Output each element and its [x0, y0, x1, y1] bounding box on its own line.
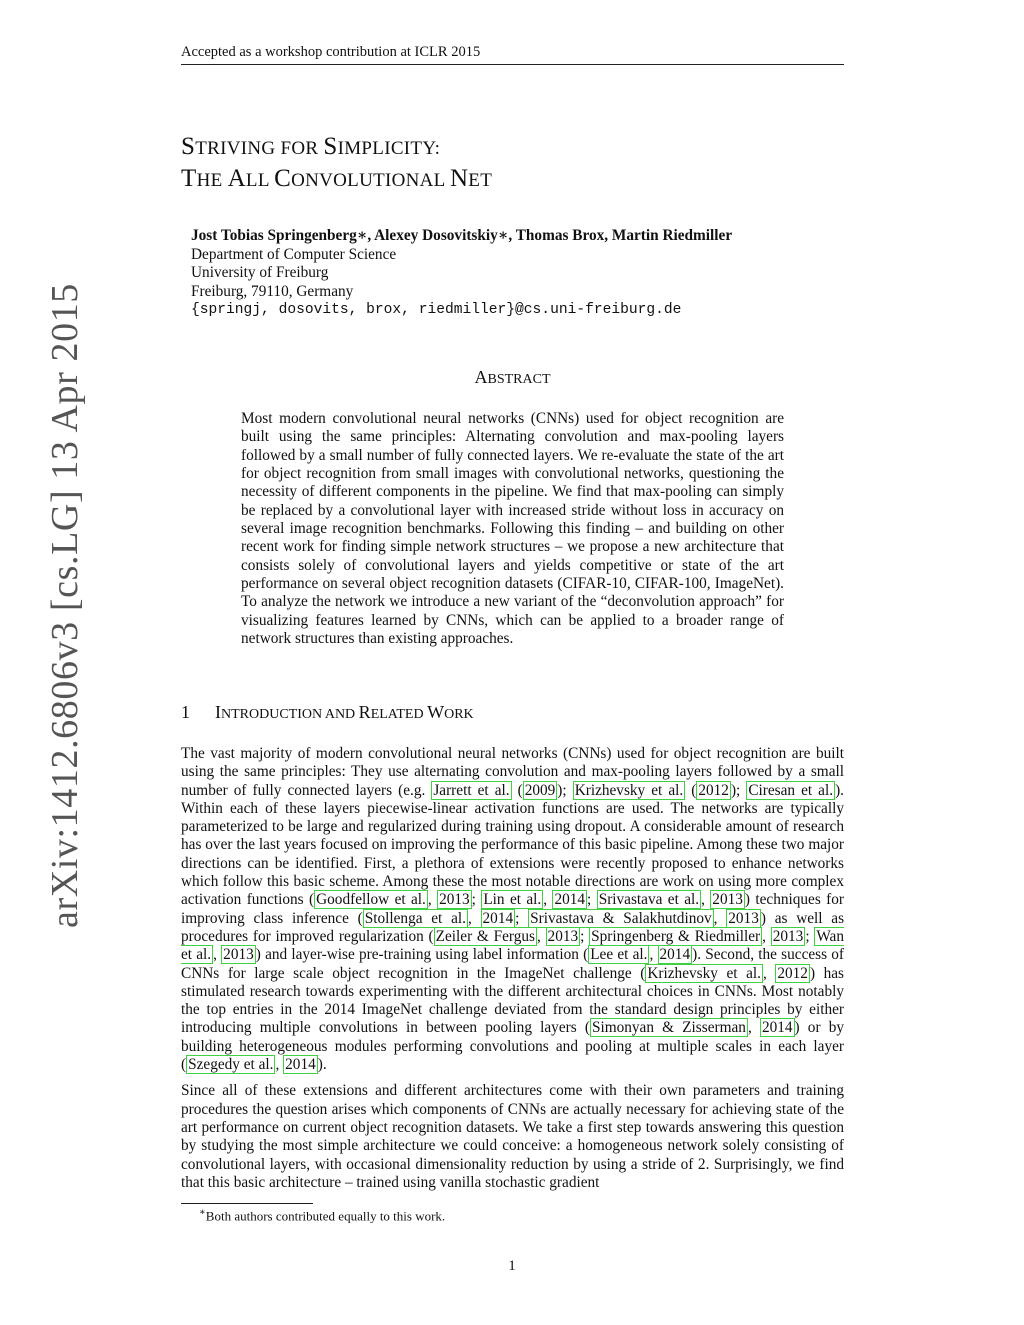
- citation-link[interactable]: Simonyan & Zisserman: [591, 1019, 746, 1037]
- page-number: 1: [508, 1258, 516, 1274]
- abstract-text: Most modern convolutional neural networks (CNNs) used for object recognition are built using the same principles: Alternating convolution and max-pooling layers followed by a small number of fully connected layers. We re-evaluate the state of the art for object recognition from small images with convolutional networks, questioning the necessity of different components in the pipeline. We find that max-pooling can simply be replaced by a convolutional layer with increased stride without loss in accuracy on several image recognition benchmarks. Following this finding – and building on other recent work for finding simple network structures – we propose a new architecture that consists solely of convolutional layers and yields competitive or state of the art performance on several object recognition datasets (CIFAR-10, CIFAR-100, ImageNet). To analyze the network we introduce a new variant of the “deconvolution approach” for visualizing features learned by CNNs, which can be applied to a broader range of network structures than existing approaches.: [241, 410, 784, 648]
- author-department: Department of Computer Science: [191, 245, 397, 263]
- citation-link[interactable]: 2014: [285, 1056, 316, 1074]
- citation-link[interactable]: 2014: [761, 1019, 793, 1037]
- paragraph-1: The vast majority of modern convolutional neural networks (CNNs) used for object recognition are built using the same principles: They use alternating convolution and max-pooling layers followed by a small number of fully connected layers (e.g. Jarrett et al. ( 2009 ); Krizhevsky et al. ( 2012 ); Ciresan et al. ). Within each of these layers piecewise-linear activation functions are used. The networks are typically parameterized to be large and regularized during training using dropout. A considerable amount of research has over the last years focused on improving the performance of this basic pipeline. Among these two major directions can be identified. First, a plethora of extensions were recently proposed to enhance networks which follow this basic scheme. Among these the most notable directions are work on using more complex activation functions ( Goodfellow et al. , 2013 ; Lin et al. , 2014 ; Srivastava et al. , 2013 ) techniques for improving class inference ( Stollenga et al. , 2014 ; Srivastava & Salakhutdinov , 2013 ) as well as procedures for improved regularization ( Zeiler & Fergus , 2013 ; Springenberg & Riedmiller , 2013 ; Wan et al. , 2013 ) and layer-wise pre-training using label information ( Lee et al. , 2014 ). Second, the success of CNNs for large scale object recognition in the ImageNet challenge ( Krizhevsky et al. , 2012 ) has stimulated research towards experimenting with the different architectural choices in CNNs. Most notably the top entries in the 2014 ImageNet challenge deviated from the standard design principles by either introducing multiple convolutions in between pooling layers ( Simonyan & Zisserman , 2014 ) or by building heterogeneous modules performing convolutions and pooling at multiple scales in each layer ( Szegedy et al. , 2014 ).: [181, 745, 845, 1074]
- arxiv-stamp: arXiv:1412.6806v3 [cs.LG] 13 Apr 2015: [44, 283, 86, 928]
- author-university: University of Freiburg: [191, 264, 329, 282]
- citation-link[interactable]: 2012: [777, 964, 808, 982]
- citation-link[interactable]: Lee et al.: [590, 946, 648, 964]
- citation-link[interactable]: Springenberg & Riedmiller: [591, 927, 761, 945]
- citation-link[interactable]: 2013: [439, 891, 470, 909]
- citation-link[interactable]: Ciresan et al.: [748, 781, 834, 799]
- citation-link[interactable]: Lin et al.: [483, 891, 542, 909]
- citation-link[interactable]: Krizhevsky et al.: [574, 781, 684, 799]
- citation-link[interactable]: 2014: [659, 946, 691, 964]
- citation-link[interactable]: Krizhevsky et al.: [647, 964, 761, 982]
- citation-link[interactable]: 2013: [223, 946, 254, 964]
- title-line-1: STRIVING FOR SIMPLICITY:: [181, 133, 441, 160]
- citation-link[interactable]: 2013: [712, 891, 743, 909]
- citation-link[interactable]: Szegedy et al.: [188, 1056, 274, 1074]
- citation-link[interactable]: 2013: [547, 927, 579, 945]
- citation-link[interactable]: Wan et al.: [181, 927, 844, 964]
- author-block: [191, 227, 732, 320]
- footnote-rule: [181, 1203, 313, 1204]
- author-emails: {springj, dosovits, brox, riedmiller}@cs.uni-freiburg.de: [191, 302, 682, 319]
- citation-link[interactable]: 2013: [728, 909, 759, 927]
- citation-link[interactable]: 2012: [698, 781, 729, 799]
- citation-link[interactable]: 2013: [772, 927, 804, 945]
- paper-title: [181, 132, 492, 196]
- paragraph-2: Since all of these extensions and different architectures come with their own parameters and training procedures the question arises which components of CNNs are actually necessary for achieving state of the art performance on current object recognition datasets. We take a first step towards answering this question by studying the most simple architecture we could conceive: a homogeneous network solely consisting of convolutional layers, with occasional dimensionality reduction by using a stride of 2. Surprisingly, we find that this basic architecture – trained using vanilla stochastic gradient: [181, 1082, 844, 1191]
- citation-link[interactable]: Goodfellow et al.: [316, 891, 426, 909]
- abstract-heading: ABSTRACT: [474, 367, 551, 387]
- citation-link[interactable]: Zeiler & Fergus: [435, 927, 535, 945]
- section-heading: 1 INTRODUCTION AND RELATED WORK: [181, 702, 474, 722]
- citation-link[interactable]: 2014: [482, 909, 514, 927]
- author-names: Jost Tobias Springenberg∗, Alexey Dosovitskiy∗, Thomas Brox, Martin Riedmiller: [191, 227, 733, 244]
- author-city: Freiburg, 79110, Germany: [191, 282, 354, 300]
- citation-link[interactable]: Jarrett et al.: [433, 781, 510, 799]
- citation-link[interactable]: Srivastava et al.: [598, 891, 700, 909]
- citation-link[interactable]: 2014: [554, 891, 586, 909]
- citation-link[interactable]: Srivastava & Salakhutdinov: [530, 909, 712, 927]
- citation-link[interactable]: Stollenga et al.: [364, 909, 466, 927]
- running-header: Accepted as a workshop contribution at ICLR 2015: [181, 44, 844, 65]
- footnote: ∗Both authors contributed equally to this work.: [199, 1207, 446, 1224]
- citation-link[interactable]: 2009: [524, 781, 556, 799]
- title-line-2: THE ALL CONVOLUTIONAL NET: [181, 165, 493, 192]
- body-text: [181, 745, 844, 1200]
